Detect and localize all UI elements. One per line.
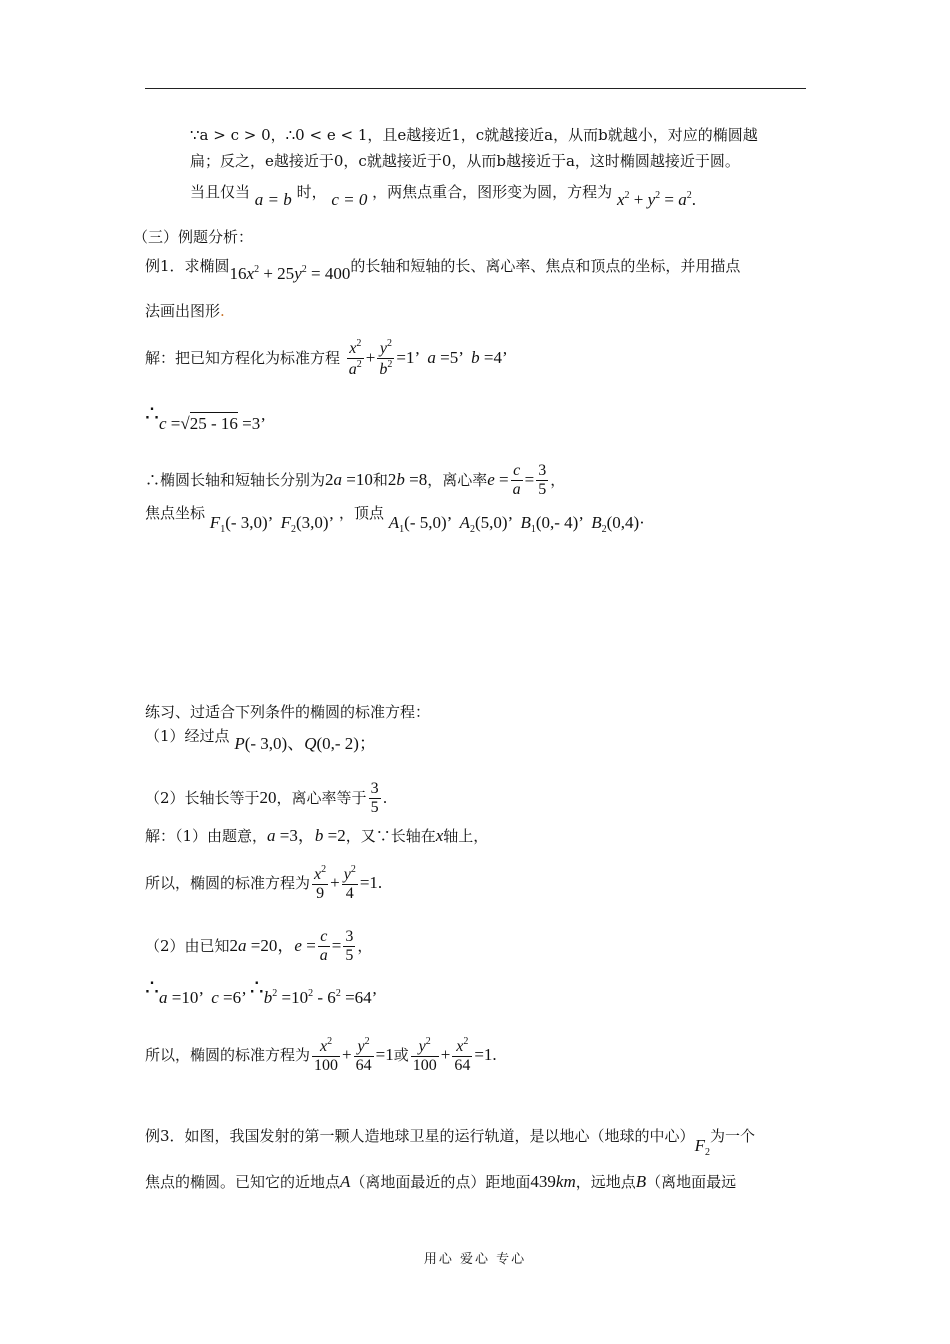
ex1-line-2: 法画出图形. (145, 302, 225, 320)
ex1-c-value: ∴c =√25 - 16 =3’ (145, 402, 266, 433)
practice-item-2: （2）长轴长等于20，离心率等于 $\frac{3}{5}$ . (145, 780, 388, 817)
frac-3-5-b: $\frac{3}{5}$ (370, 780, 379, 817)
ex1-line-1: 例1．求椭圆$16x^2 + 25y^2 = 400$的长轴和短轴的长、离心率、焦点和顶点的坐标，并用描点 (145, 257, 741, 283)
frac-x2-9: $\frac{x^2}{9}$ (314, 864, 327, 903)
frac-y2-100: $\frac{y^2}{100}$ (412, 1036, 437, 1075)
ex1-equation: $16x^2 + 25y^2 = 400$ (229, 264, 351, 283)
ex3-line-1: 例3．如图，我国发射的第一颗人造地球卫星的运行轨道，是以地心（地球的中心）$F_2$为一个 (145, 1127, 755, 1158)
section-title: （三）例题分析： (133, 228, 254, 246)
frac-x2-64: $\frac{x^2}{64}$ (454, 1036, 471, 1075)
practice-title: 练习、过适合下列条件的椭圆的标准方程： (145, 703, 431, 721)
ex1-foci: 焦点坐标 $F_1(-$ 3,0)’ $F_2(3,0)$’ ，顶点 $A_1(-$ 5,0)’ $A_2(5,0)$’ $B_1(0,-$ 4)’ $B_2(0,4)\cdot$ (145, 504, 645, 535)
practice-sol-1-result: 所以，椭圆的标准方程为 $\frac{x^2}{9}$ + $\frac{y^2}{4}$ =1. (145, 864, 383, 903)
practice-item-1: （1）经过点 P(- 3,0)、Q(0,- 2)； (145, 727, 376, 753)
intro-line-1: ∵a > c > 0，∴0 < e < 1，且e越接近1，c就越接近a，从而b就越小，对应的椭圆越 (190, 126, 758, 144)
frac-c-a-b: $\frac{c}{a}$ (319, 928, 328, 965)
frac-y2-4: $\frac{y^2}{4}$ (343, 864, 356, 903)
intro-eq-c: c = 0 (331, 190, 368, 209)
ex3-line-2: 焦点的椭圆。已知它的近地点A（离地面最近的点）距地面439km，远地点B（离地面最远 (145, 1172, 737, 1191)
frac-x2-a2: $\frac{x^2}{a^2}$ (348, 338, 362, 379)
header-rule (145, 88, 806, 89)
practice-sol-2-values: ∴a =10’ c =6’ $\therefore b^2 =10^2 - 6^2 =64$’ (145, 976, 378, 1007)
practice-sol-2-result: 所以，椭圆的标准方程为 $\frac{x^2}{100}$ + $\frac{y^2}{64}$ =1或 $\frac{y^2}{100}$ + $\frac{x^2}{64}$ =1. (145, 1036, 497, 1075)
intro-line-3: 当且仅当 a = b 时， c = 0 ，两焦点重合，图形变为圆，方程为 $x^2 + y^2 = a^2$. (190, 183, 696, 209)
practice-sol-2: （2）由已知2a =20，e = $\frac{c}{a}$ = $\frac{3}{5}$ ， (145, 928, 373, 965)
frac-y2-b2: $\frac{y^2}{b^2}$ (379, 338, 393, 379)
frac-c-a: $\frac{c}{a}$ (512, 462, 521, 499)
intro-circle-eq: $x^2 + y^2 = a^2$. (616, 190, 696, 209)
frac-3-5-c: $\frac{3}{5}$ (345, 928, 354, 965)
frac-y2-64: $\frac{y^2}{64}$ (355, 1036, 372, 1075)
frac-3-5: $\frac{3}{5}$ (538, 462, 547, 499)
page-footer: 用心 爱心 专心 (423, 1252, 527, 1267)
ex1-solution: 解：把已知方程化为标准方程 $\frac{x^2}{a^2}$ + $\frac{y^2}{b^2}$ =1’ a =5’ b =4’ (145, 338, 508, 379)
ex1-axes: ∴椭圆长轴和短轴长分别为2a =10和2b =8，离心率e = $\frac{c}{a}$ = $\frac{3}{5}$ ， (145, 462, 566, 499)
practice-sol-1: 解：（1）由题意，a =3，b =2，又∵长轴在x轴上， (145, 826, 489, 845)
intro-line-2: 扁；反之，e越接近于0，c就越接近于0，从而b越接近于a，这时椭圆越接近于圆。 (190, 152, 740, 170)
frac-x2-100: $\frac{x^2}{100}$ (314, 1036, 339, 1075)
intro-eq-a-b: a = b (254, 190, 292, 209)
